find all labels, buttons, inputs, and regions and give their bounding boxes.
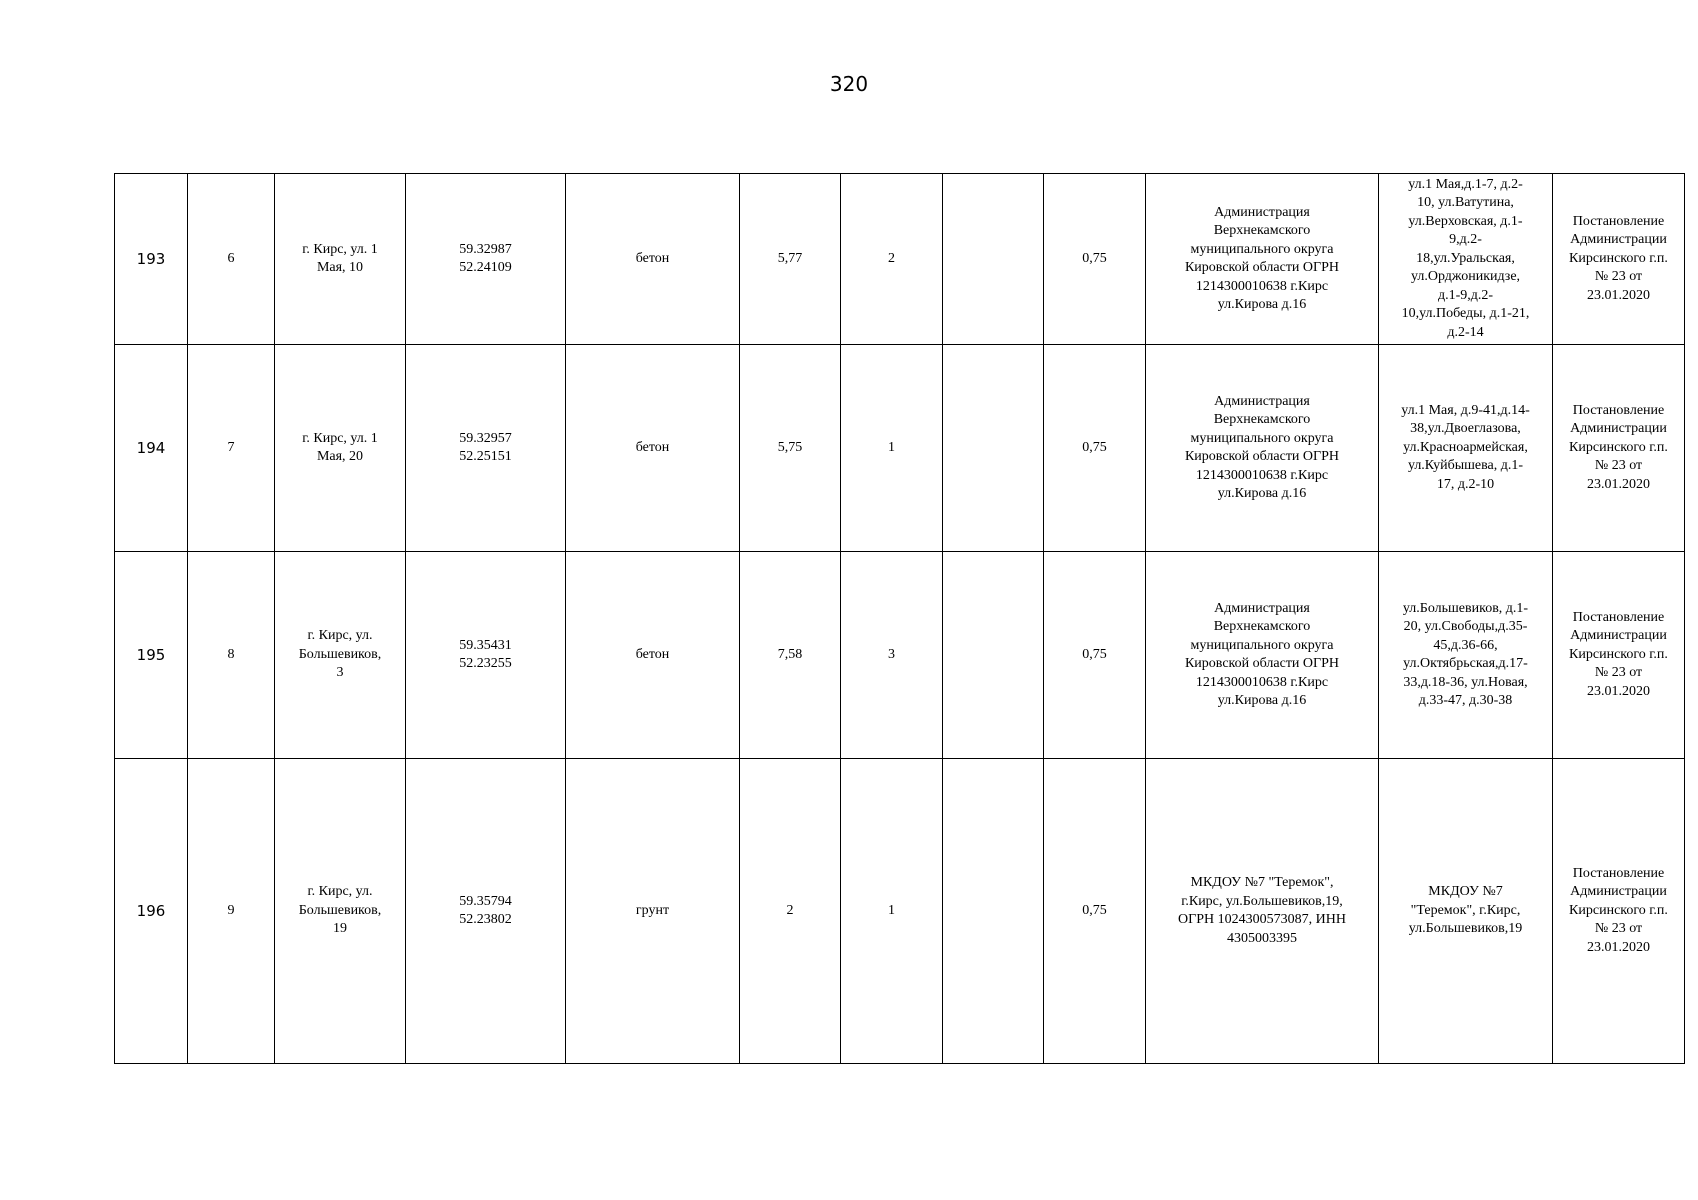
cell-volume: 0,75 (1044, 759, 1146, 1064)
cell-sources: ул.1 Мая,д.1-7, д.2- 10, ул.Ватутина, ул.Верховская, д.1- 9,д.2- 18,ул.Уральская, ул.Орджоникидзе, д.1-9,д.2- 10,ул.Победы, д.1-21, д.2-14 (1379, 174, 1553, 345)
cell-registry-number: 196 (115, 759, 188, 1064)
cell-address: г. Кирс, ул. Большевиков, 19 (275, 759, 406, 1064)
cell-owner: Администрация Верхнекамского муниципального округа Кировской области ОГРН 1214300010638 г.Кирс ул.Кирова д.16 (1146, 174, 1379, 345)
cell-area: 5,75 (740, 345, 841, 552)
cell-registry-number: 195 (115, 552, 188, 759)
cell-container-count: 3 (841, 552, 943, 759)
cell-surface: бетон (566, 552, 740, 759)
table-row (115, 345, 1685, 552)
cell-local-number: 8 (188, 552, 275, 759)
cell-volume: 0,75 (1044, 174, 1146, 345)
cell-surface: грунт (566, 759, 740, 1064)
cell-local-number: 9 (188, 759, 275, 1064)
cell-registry-number: 194 (115, 345, 188, 552)
cell-sources: ул.1 Мая, д.9-41,д.14- 38,ул.Двоеглазова, ул.Красноармейская, ул.Куйбышева, д.1- 17, д.2-10 (1379, 345, 1553, 552)
cell-empty (943, 345, 1044, 552)
cell-volume: 0,75 (1044, 552, 1146, 759)
cell-local-number: 7 (188, 345, 275, 552)
waste-sites-table (114, 173, 1685, 1064)
cell-coordinates: 59.32957 52.25151 (406, 345, 566, 552)
cell-empty (943, 552, 1044, 759)
table-row (115, 552, 1685, 759)
cell-area: 2 (740, 759, 841, 1064)
cell-container-count: 1 (841, 345, 943, 552)
cell-coordinates: 59.35431 52.23255 (406, 552, 566, 759)
cell-owner: Администрация Верхнекамского муниципального округа Кировской области ОГРН 1214300010638 г.Кирс ул.Кирова д.16 (1146, 552, 1379, 759)
cell-owner: МКДОУ №7 "Теремок", г.Кирс, ул.Большевиков,19, ОГРН 1024300573087, ИНН 4305003395 (1146, 759, 1379, 1064)
cell-volume: 0,75 (1044, 345, 1146, 552)
cell-basis: Постановление Администрации Кирсинского г.п. № 23 от 23.01.2020 (1553, 345, 1685, 552)
cell-local-number: 6 (188, 174, 275, 345)
cell-registry-number: 193 (115, 174, 188, 345)
cell-address: г. Кирс, ул. 1 Мая, 10 (275, 174, 406, 345)
page-number: 320 (829, 72, 869, 96)
cell-area: 7,58 (740, 552, 841, 759)
cell-basis: Постановление Администрации Кирсинского г.п. № 23 от 23.01.2020 (1553, 552, 1685, 759)
cell-basis: Постановление Администрации Кирсинского г.п. № 23 от 23.01.2020 (1553, 174, 1685, 345)
cell-owner: Администрация Верхнекамского муниципального округа Кировской области ОГРН 1214300010638 г.Кирс ул.Кирова д.16 (1146, 345, 1379, 552)
cell-container-count: 1 (841, 759, 943, 1064)
cell-coordinates: 59.32987 52.24109 (406, 174, 566, 345)
cell-empty (943, 174, 1044, 345)
cell-sources: МКДОУ №7 "Теремок", г.Кирс, ул.Большевиков,19 (1379, 759, 1553, 1064)
table-row (115, 759, 1685, 1064)
cell-address: г. Кирс, ул. 1 Мая, 20 (275, 345, 406, 552)
cell-sources: ул.Большевиков, д.1- 20, ул.Свободы,д.35- 45,д.36-66, ул.Октябрьская,д.17- 33,д.18-36, ул.Новая, д.33-47, д.30-38 (1379, 552, 1553, 759)
cell-container-count: 2 (841, 174, 943, 345)
cell-basis: Постановление Администрации Кирсинского г.п. № 23 от 23.01.2020 (1553, 759, 1685, 1064)
cell-area: 5,77 (740, 174, 841, 345)
cell-surface: бетон (566, 174, 740, 345)
cell-surface: бетон (566, 345, 740, 552)
table-row (115, 174, 1685, 345)
cell-coordinates: 59.35794 52.23802 (406, 759, 566, 1064)
cell-empty (943, 759, 1044, 1064)
cell-address: г. Кирс, ул. Большевиков, 3 (275, 552, 406, 759)
